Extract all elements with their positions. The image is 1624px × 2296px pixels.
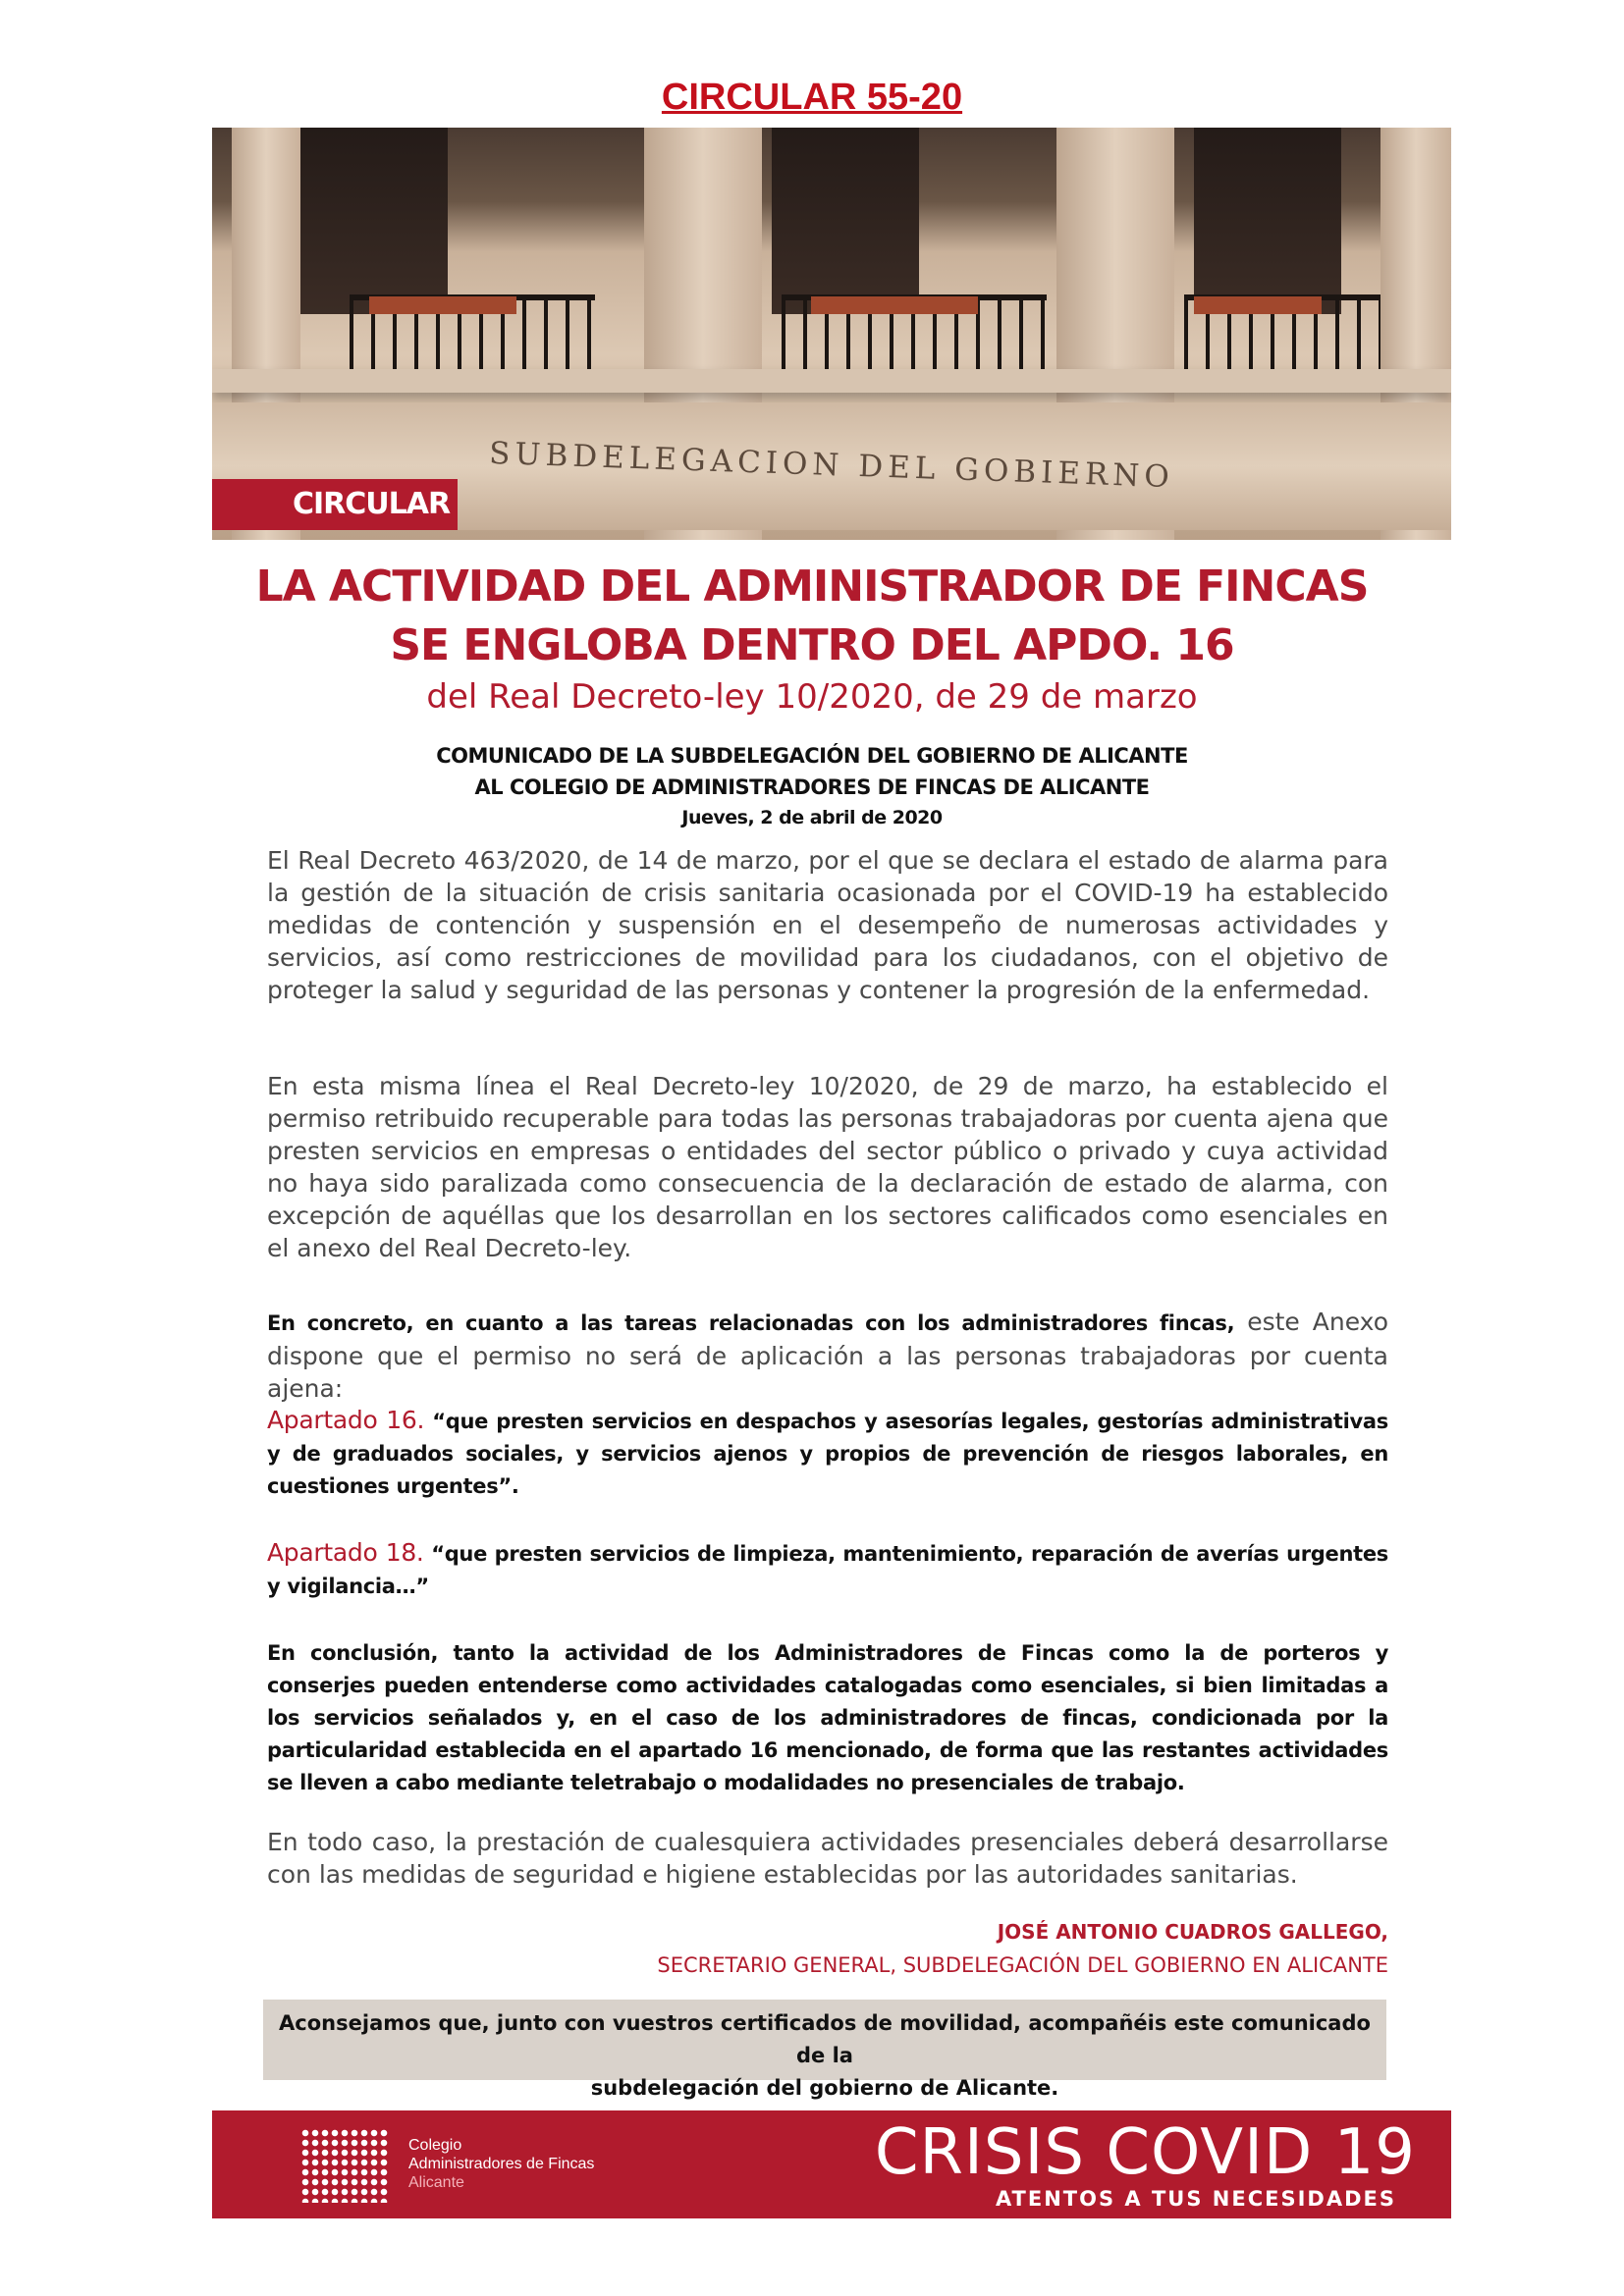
colegio-name-line1: Colegio xyxy=(408,2137,462,2154)
apartado-16-label: Apartado 16. xyxy=(267,1406,425,1434)
photo-window xyxy=(300,128,448,314)
colegio-name-line3: Alicante xyxy=(408,2174,464,2191)
paragraph-1: El Real Decreto 463/2020, de 14 de marzo, por el que se declara el estado de alarma para la gestión de la situación de crisis sanitaria ocasionada por el COVID-19 ha establecido medidas de contención y suspensión en el desempeño de numerosas actividades y servicios, así como restricciones de movilidad para los ciudadanos, con el objetivo de proteger la salud y seguridad de las personas y contener la progresión de la enfermedad. xyxy=(267,846,1388,1004)
apartado-18 xyxy=(267,1536,1388,1603)
paragraph-2: En esta misma línea el Real Decreto-ley 10/2020, de 29 de marzo, ha establecido el permiso retribuido recuperable para todas las personas trabajadoras por cuenta ajena que presten servicios en empresas o entidades del sector público o privado y cuya actividad no haya sido paralizada como consecuencia de la declaración de estado de alarma, con excepción de aquéllas que los desarrollan en los sectores calificados como esenciales en el anexo del Real Decreto-ley. xyxy=(267,1072,1388,1262)
paragraph-final: En todo caso, la prestación de cualesquiera actividades presenciales deberá desarrollarse con las medidas de seguridad e higiene establecidas por las autoridades sanitarias. xyxy=(267,1828,1388,1889)
signature-role: SECRETARIO GENERAL, SUBDELEGACIÓN DEL GOBIERNO EN ALICANTE xyxy=(657,1953,1388,1977)
apartado-16 xyxy=(267,1404,1388,1503)
circular-tag: CIRCULAR xyxy=(212,479,458,530)
photo-flowerbox xyxy=(1194,296,1322,314)
comunicado-line1: COMUNICADO DE LA SUBDELEGACIÓN DEL GOBIERNO DE ALICANTE xyxy=(436,744,1188,768)
paragraph-3 xyxy=(267,1306,1388,1405)
photo-flowerbox xyxy=(811,296,978,314)
colegio-name-line2: Administradores de Fincas xyxy=(408,2156,595,2172)
signature-name: JOSÉ ANTONIO CUADROS GALLEGO, xyxy=(997,1920,1388,1944)
header-photo xyxy=(212,128,1451,540)
headline-subtitle: del Real Decreto-ley 10/2020, de 29 de marzo xyxy=(426,677,1198,717)
photo-window xyxy=(772,128,919,314)
paragraph-3-bold: En concreto, en cuanto a las tareas relacionadas con los administradores fincas, xyxy=(267,1311,1235,1335)
page-title: CIRCULAR 55-20 xyxy=(661,77,963,118)
photo-ledge xyxy=(212,369,1451,393)
apartado-18-text: “que presten servicios de limpieza, mantenimiento, reparación de averías urgentes y vigilancia…” xyxy=(267,1542,1388,1598)
colegio-logo-icon xyxy=(300,2128,389,2203)
photo-window xyxy=(1194,128,1341,314)
advice-line1: Aconsejamos que, junto con vuestros certificados de movilidad, acompañéis este comunicado de la xyxy=(279,2011,1371,2067)
paragraph-conclusion: En conclusión, tanto la actividad de los Administradores de Fincas como la de porteros y conserjes pueden entenderse como actividades catalogadas como esenciales, si bien limitadas a los servicios señalados y, en el caso de los administradores de fincas, condicionada por la particularidad establecida en el apartado 16 mencionado, de forma que las restantes actividades se lleven a cabo mediante teletrabajo o modalidades no presenciales de trabajo. xyxy=(267,1641,1388,1794)
advice-line2: subdelegación del gobierno de Alicante. xyxy=(590,2076,1059,2100)
crisis-tagline: ATENTOS A TUS NECESIDADES xyxy=(995,2187,1396,2211)
comunicado-line2: AL COLEGIO DE ADMINISTRADORES DE FINCAS DE ALICANTE xyxy=(474,775,1150,799)
crisis-covid-title: CRISIS COVID 19 xyxy=(874,2116,1416,2189)
footer-banner xyxy=(212,2110,1451,2218)
headline-line2: SE ENGLOBA DENTRO DEL APDO. 16 xyxy=(390,620,1234,670)
photo-flowerbox xyxy=(369,296,516,314)
comunicado-date: Jueves, 2 de abril de 2020 xyxy=(681,807,943,828)
apartado-16-text: “que presten servicios en despachos y asesorías legales, gestorías administrativas y de graduados sociales, y servicios ajenos y propios de prevención de riesgos laborales, en cuestiones urgentes”. xyxy=(267,1410,1389,1498)
colegio-name xyxy=(408,2136,594,2192)
headline-line1: LA ACTIVIDAD DEL ADMINISTRADOR DE FINCAS xyxy=(255,561,1369,612)
apartado-18-label: Apartado 18. xyxy=(267,1538,424,1567)
paragraph-3-rest: este Anexo dispone que el permiso no será de aplicación a las personas trabajadoras por cuenta ajena: xyxy=(267,1308,1388,1403)
engraved-building-sign: SUBDELEGACION DEL GOBIERNO xyxy=(488,435,1175,496)
advice-box xyxy=(263,2000,1386,2100)
